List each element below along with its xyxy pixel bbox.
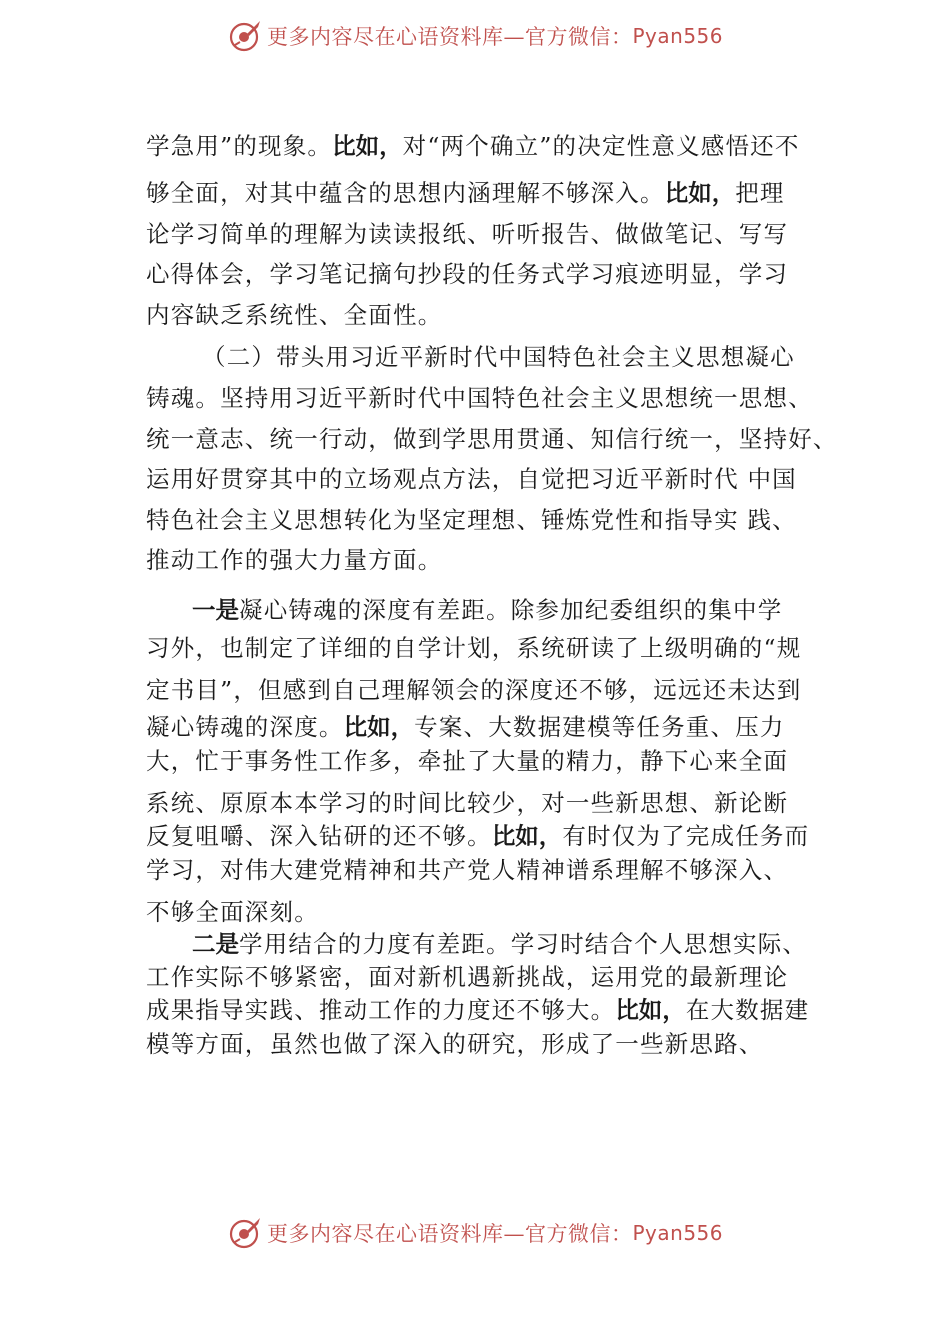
text-segment: 模等方面，虽然也做了深入的研究，形成了一些新思路、 <box>146 1030 764 1058</box>
text-segment: 定书目”，但感到自己理解领会的深度还不够，远远还未达到 <box>146 676 802 704</box>
bold-phrase: 比如， <box>491 822 563 850</box>
text-segment: 把理 <box>735 179 785 207</box>
bold-phrase: 比如， <box>332 132 403 160</box>
text-segment: 学急用”的现象。 <box>146 132 333 160</box>
text-segment: 推动工作的强大力量方面。 <box>146 546 443 574</box>
text-segment: 不够全面深刻。 <box>146 898 319 926</box>
text-segment: 专案、大数据建模等任务重、压力 <box>414 713 785 741</box>
bold-phrase: 二是 <box>192 930 239 958</box>
text-line <box>146 383 813 413</box>
text-line <box>146 505 797 535</box>
text-line <box>146 788 788 818</box>
text-line <box>192 595 782 625</box>
text-line <box>146 675 801 705</box>
text-line <box>146 131 800 161</box>
banner-text: 更多内容尽在心语资料库—官方微信： <box>266 25 633 49</box>
bold-phrase: 比如， <box>615 996 686 1024</box>
text-line <box>146 259 788 289</box>
text-line <box>146 962 788 992</box>
bold-phrase: 比如， <box>343 713 415 741</box>
text-segment: 内容缺乏系统性、全面性。 <box>146 301 443 329</box>
text-segment: 铸魂。坚持用习近平新时代中国特色社会主义思想统一思想、 <box>146 384 813 412</box>
text-segment: 统一意志、统一行动，做到学思用贯通、知信行统一，坚持好、 <box>146 425 838 453</box>
bold-phrase: 一是 <box>192 596 239 624</box>
text-line <box>146 633 801 663</box>
banner-wechat-handle: Pyan556 <box>632 24 723 48</box>
text-segment: 大，忙于事务性工作多，牵扯了大量的精力，静下心来全面 <box>146 747 789 775</box>
text-line <box>146 897 319 927</box>
text-line <box>146 178 785 208</box>
text-segment: 心得体会，学习笔记摘句抄段的任务式学习痕迹明显，学习 <box>146 260 789 288</box>
text-line <box>146 545 442 575</box>
text-segment: 习外，也制定了详细的自学计划，系统研读了上级明确的“规 <box>146 634 802 662</box>
banner-text: 更多内容尽在心语资料库—官方微信： <box>266 1222 633 1246</box>
quill-logo-icon <box>227 1215 263 1251</box>
bold-phrase: 比如， <box>664 179 736 207</box>
text-line <box>146 1029 764 1059</box>
text-segment: 论学习简单的理解为读读报纸、听听报告、做做笔记、写写 <box>146 220 789 248</box>
banner-wechat-handle: Pyan556 <box>632 1221 723 1245</box>
text-segment: 成果指导实践、推动工作的力度还不够大。 <box>146 996 616 1024</box>
text-line <box>202 342 795 372</box>
text-segment: 工作实际不够紧密，面对新机遇新挑战，运用党的最新理论 <box>146 963 789 991</box>
text-segment: 凝心铸魂的深度有差距。除参加纪委组织的集中学 <box>239 596 783 624</box>
text-segment: 反复咀嚼、深入钻研的还不够。 <box>146 822 492 850</box>
text-segment: 学用结合的力度有差距。学习时结合个人思想实际、 <box>239 930 808 958</box>
header-watermark-banner <box>0 14 950 58</box>
text-segment: 运用好贯穿其中的立场观点方法，自觉把习近平新时代 中国 <box>146 465 797 493</box>
text-segment: 有时仅为了完成任务而 <box>562 822 810 850</box>
text-line <box>146 300 442 330</box>
text-segment: 凝心铸魂的深度。 <box>146 713 344 741</box>
text-line <box>146 464 797 494</box>
text-segment: 系统、原原本本学习的时间比较少，对一些新思想、新论断 <box>146 789 789 817</box>
text-line <box>192 929 807 959</box>
text-line <box>146 219 788 249</box>
text-line <box>146 855 788 885</box>
text-segment: 特色社会主义思想转化为坚定理想、锤炼党性和指导实 践、 <box>146 506 797 534</box>
text-line <box>146 746 788 776</box>
footer-watermark-banner <box>0 1211 950 1255</box>
text-segment: （二）带头用习近平新时代中国特色社会主义思想凝心 <box>202 343 795 371</box>
text-segment: 学习，对伟大建党精神和共产党人精神谱系理解不够深入、 <box>146 856 789 884</box>
quill-logo-icon <box>227 18 263 54</box>
text-segment: 对“两个确立”的决定性意义感悟还不 <box>402 132 800 160</box>
text-line <box>146 821 809 851</box>
text-line <box>146 712 785 742</box>
text-segment: 在大数据建 <box>685 996 810 1024</box>
text-line <box>146 424 838 454</box>
text-segment: 够全面，对其中蕴含的思想内涵理解不够深入。 <box>146 179 665 207</box>
text-line <box>146 995 809 1025</box>
